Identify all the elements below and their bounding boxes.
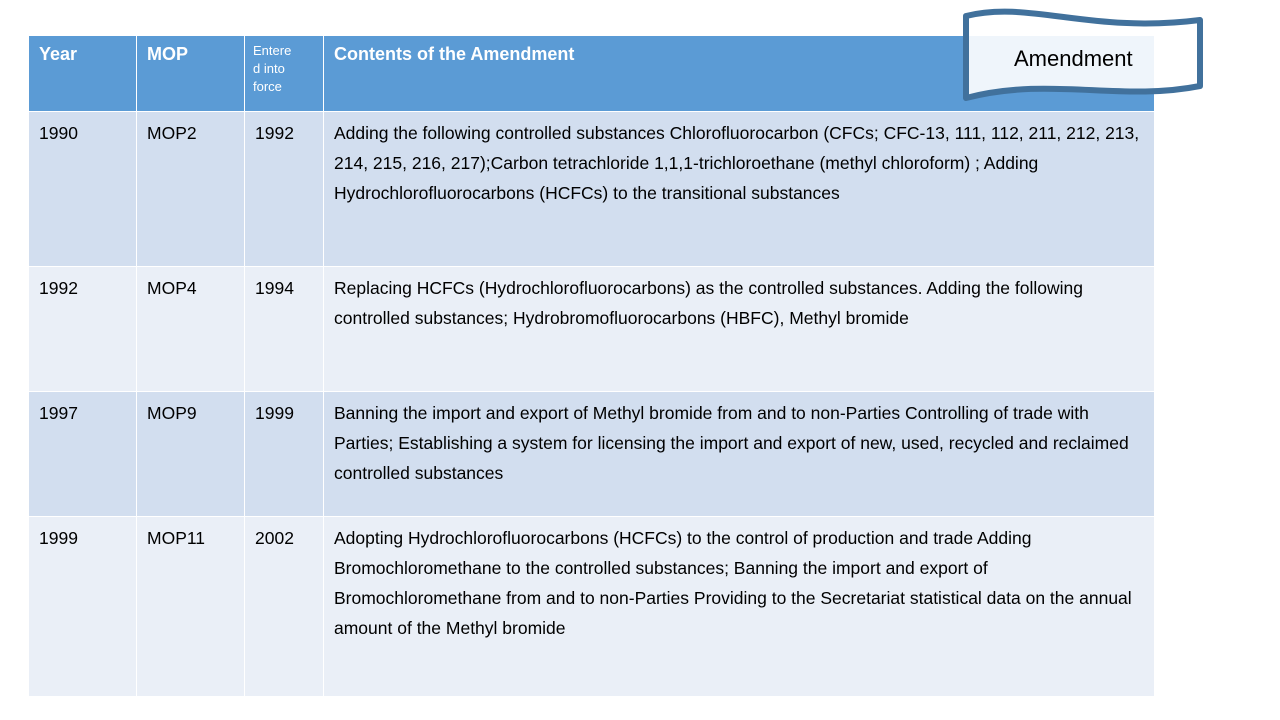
cell-contents: Adding the following controlled substances Chlorofluorocarbon (CFCs; CFC-13, 111, 112, 211, 212, 213, 214, 215, 216, 217);Carbon tetrachloride 1,1,1-trichloroethane (methyl chloroform) ; Adding Hydrochlorofluorocarbons (HCFCs) to the transitional substances: [324, 112, 1155, 267]
cell-year: 1999: [29, 517, 137, 697]
cell-year: 1997: [29, 392, 137, 517]
cell-entered: 1994: [245, 267, 324, 392]
cell-year: 1992: [29, 267, 137, 392]
table-row: [29, 267, 1155, 392]
cell-contents: Adopting Hydrochlorofluorocarbons (HCFCs) to the control of production and trade Adding Bromochloromethane to the controlled substances; Banning the import and export of Bromochloromethane from and to non-Parties Providing to the Secretariat statistical data on the annual amount of the Methyl bromide: [324, 517, 1155, 697]
table-row: [29, 112, 1155, 267]
cell-entered: 1999: [245, 392, 324, 517]
cell-mop: MOP4: [137, 267, 245, 392]
cell-entered: 1992: [245, 112, 324, 267]
cell-contents: Banning the import and export of Methyl bromide from and to non-Parties Controlling of trade with Parties; Establishing a system for licensing the import and export of new, used, recycled and reclaimed controlled substances: [324, 392, 1155, 517]
header-mop: MOP: [137, 36, 245, 112]
table-row: [29, 517, 1155, 697]
header-entered-line1: Entere: [253, 43, 292, 58]
header-year: Year: [29, 36, 137, 112]
amendment-table: [28, 35, 1155, 697]
cell-entered: 2002: [245, 517, 324, 697]
header-entered-into-force: [245, 36, 324, 112]
cell-mop: MOP2: [137, 112, 245, 267]
cell-mop: MOP11: [137, 517, 245, 697]
header-entered-line3: force: [253, 79, 282, 94]
cell-contents: Replacing HCFCs (Hydrochlorofluorocarbons) as the controlled substances. Adding the following controlled substances; Hydrobromofluorocarbons (HBFC), Methyl bromide: [324, 267, 1155, 392]
header-contents: Contents of the Amendment: [324, 36, 1155, 112]
cell-mop: MOP9: [137, 392, 245, 517]
header-entered-line2: d into: [253, 61, 285, 76]
banner-label: Amendment: [1014, 46, 1133, 71]
cell-year: 1990: [29, 112, 137, 267]
table-row: [29, 392, 1155, 517]
